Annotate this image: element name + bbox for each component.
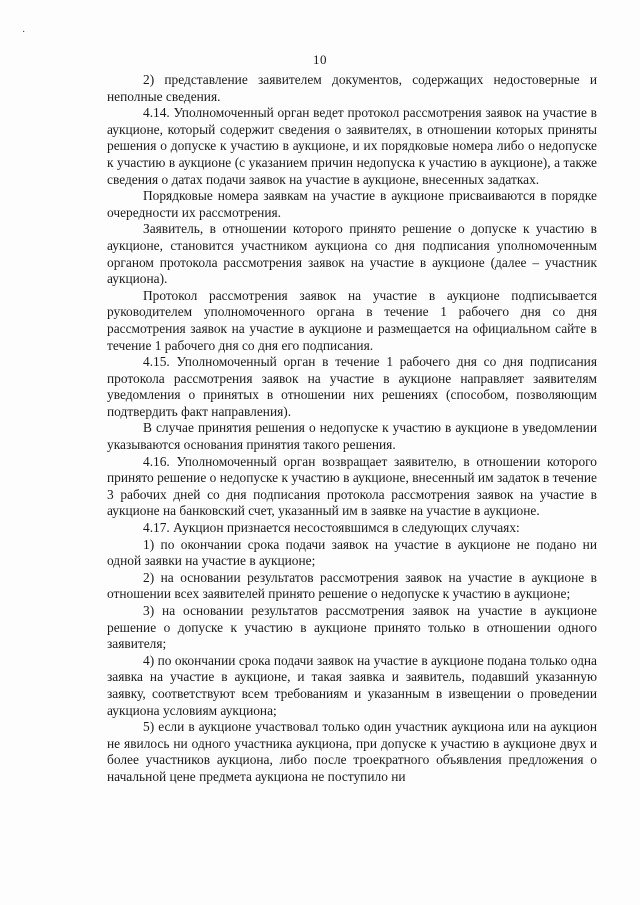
paragraph-refusal-grounds: В случае принятия решения о недопуске к участию в аукционе в уведомлении указываются основания принятия такого решения.: [107, 420, 597, 453]
paragraph-protocol-signing: Протокол рассмотрения заявок на участие в аукционе подписывается руководителем уполномоченного органа в течение 1 рабочего дня со дня рассмотрения заявок на участие в аукционе и размещается на официальном сайте в течение 1 рабочего дня со дня его подписания.: [107, 287, 597, 353]
paragraph-failed-case-5: 5) если в аукционе участвовал только один участник аукциона или на аукцион не явилось ни одного участника аукциона, при допуске к участию в аукционе двух и более участников аукциона, либо после троекратного объявления предложения о начальной цене предмета аукциона не поступило ни: [107, 719, 597, 784]
paragraph-failed-case-1: 1) по окончании срока подачи заявок на участие в аукционе не подано ни одной заявки на участие в аукционе;: [107, 536, 597, 569]
document-body: [107, 72, 597, 786]
paragraph-disqualification-item-2: 2) представление заявителем документов, содержащих недостоверные и неполные сведения.: [107, 72, 597, 104]
paragraph-participant-status: Заявитель, в отношении которого принято решение о допуске к участию в аукционе, становится участником аукциона со дня подписания уполномоченным органом протокола рассмотрения заявок на участие в аукционе (далее – участник аукциона).: [107, 221, 597, 287]
paragraph-order-numbers: Порядковые номера заявкам на участие в аукционе присваиваются в порядке очередности их рассмотрения.: [107, 188, 597, 220]
paragraph-failed-case-2: 2) на основании результатов рассмотрения заявок на участие в аукционе в отношении всех заявителей принято решение о недопуске к участию в аукционе;: [107, 569, 597, 602]
paragraph-failed-case-3: 3) на основании результатов рассмотрения заявок на участие в аукционе решение о допуске к участию в аукционе принято только в отношении одного заявителя;: [107, 603, 597, 652]
scan-mark: ·: [22, 27, 26, 38]
paragraph-4-15-notifications: 4.15. Уполномоченный орган в течение 1 рабочего дня со дня подписания протокола рассмотрения заявок на участие в аукционе направляет заявителям уведомления о принятых в отношении них решениях (способом, позволяющим подтвердить факт направления).: [107, 354, 597, 419]
paragraph-4-14-protocol: 4.14. Уполномоченный орган ведет протокол рассмотрения заявок на участие в аукционе, который содержит сведения о заявителях, в отношении которых приняты решения о допуске к участию в аукционе, и их порядковые номера либо о недопуске к участию в аукционе (с указанием причин недопуска к участию в аукционе), а также сведения о датах подачи заявок на участие в аукционе, внесенных задатках.: [107, 105, 597, 187]
paragraph-4-16-deposit-return: 4.16. Уполномоченный орган возвращает заявителю, в отношении которого принято решение о недопуске к участию в аукционе, внесенный им задаток в течение 3 рабочих дней со дня подписания протокола рассмотрения заявок на участие в аукционе на банковский счет, указанный им в заявке на участие в аукционе.: [107, 453, 597, 519]
page-number: 10: [313, 52, 327, 67]
paragraph-failed-case-4: 4) по окончании срока подачи заявок на участие в аукционе подана только одна заявка на участие в аукционе, и такая заявка и заявитель, подавший указанную заявку, соответствуют всем требованиям и указанным в извещении о проведении аукциона условиям аукциона;: [107, 652, 597, 718]
paragraph-4-17-failed-auction: 4.17. Аукцион признается несостоявшимся в следующих случаях:: [143, 520, 520, 536]
